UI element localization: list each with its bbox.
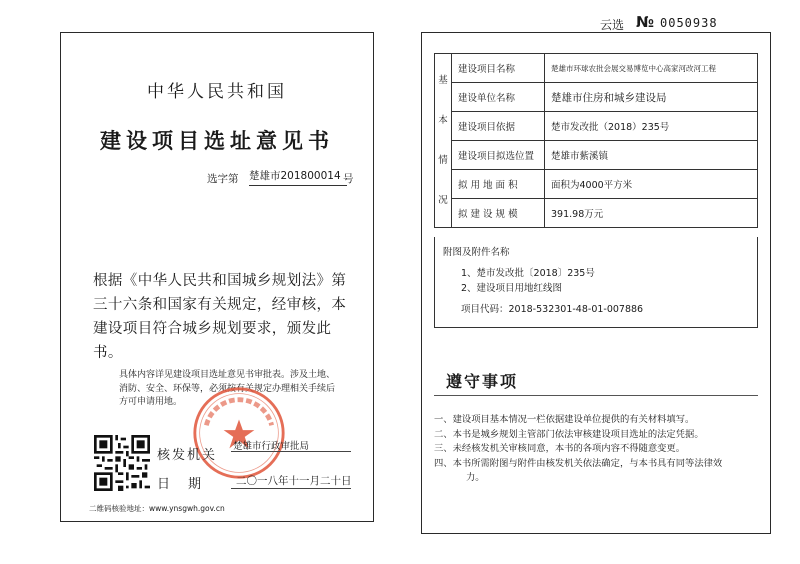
row-value: 楚雄市住房和城乡建设局: [545, 83, 758, 112]
side-label-char: 本: [438, 114, 448, 126]
detail-note: 具体内容详见建设项目选址意见书审批表。涉及土地、消防、安全、环保等，必须按有关规定办理相关手续后方可申请用地。: [119, 370, 336, 407]
table-row: [435, 83, 758, 112]
notice-item-continuation: 力。: [466, 472, 485, 483]
issue-date: 二〇一八年十一月二十日: [236, 475, 352, 487]
date-label: 日期: [157, 477, 220, 492]
notice-title: 遵守事项: [446, 372, 519, 391]
serial-no-symbol: №: [636, 13, 655, 31]
side-label-char: 情: [438, 154, 448, 166]
table-row: [435, 170, 758, 199]
doc-number-prefix: 选字第: [207, 173, 239, 185]
table-row: [435, 141, 758, 170]
serial-number: 0050938: [660, 16, 718, 30]
row-label: 拟 建 设 规 模: [452, 199, 545, 228]
notice-item: 一、建设项目基本情况一栏依据建设单位提供的有关材料填写。: [434, 414, 695, 425]
issuer-value: 楚雄市行政审批局: [233, 441, 310, 452]
notice-list: [434, 413, 752, 486]
notice-divider: [434, 395, 758, 396]
row-label: 拟 用 地 面 积: [452, 170, 545, 199]
issuer-underline: [231, 451, 351, 452]
row-label: 建设单位名称: [452, 83, 545, 112]
attachments-box: [434, 237, 758, 328]
basic-info-side-label: [435, 54, 452, 228]
project-code: 项目代码：2018-532301-48-01-007886: [461, 304, 644, 315]
left-page: [60, 32, 374, 522]
qr-verify-note: 二维码核验地址：www.ynsgwh.gov.cn: [89, 504, 225, 513]
serial-label: 云选: [600, 18, 625, 32]
issuer-label: 核发机关: [157, 448, 218, 463]
row-value: 楚雄市环球农批会展交易博览中心高家河改河工程: [545, 54, 758, 83]
table-row: [435, 54, 758, 83]
notice-item: 二、本书是城乡规划主管部门依法审核建设项目选址的法定凭据。: [434, 428, 704, 440]
row-value: 面积为4000平方米: [545, 170, 758, 199]
row-label: 建设项目拟选位置: [452, 141, 545, 170]
side-label-char: 况: [438, 194, 448, 206]
doc-number-suffix: 号: [343, 173, 354, 185]
row-value: 楚雄市紫溪镇: [545, 141, 758, 170]
side-label-char: 基: [438, 74, 448, 86]
row-value: 楚市发改批（2018）235号: [545, 112, 758, 141]
official-seal-icon: [191, 385, 287, 481]
doc-number-value: 楚雄市201800014: [249, 168, 347, 186]
table-row: [435, 199, 758, 228]
main-paragraph: 根据《中华人民共和国城乡规划法》第三十六条和国家有关规定，经审核，本建设项目符合城乡规划要求，颁发此书。: [93, 273, 347, 361]
document-title: 建设项目选址意见书: [100, 129, 334, 153]
date-underline: [231, 488, 351, 489]
qr-code-icon: [94, 435, 150, 491]
attachment-item: 2、建设项目用地红线图: [461, 283, 563, 294]
attachment-item: 1、楚市发改批〔2018〕235号: [461, 268, 595, 279]
right-page: [421, 32, 771, 534]
attachments-title: 附图及附件名称: [443, 247, 510, 258]
notice-item: 四、本书所需附图与附件由核发机关依法确定，与本书具有同等法律效: [434, 457, 723, 469]
row-label: 建设项目依据: [452, 112, 545, 141]
row-label: 建设项目名称: [452, 54, 545, 83]
row-value: 391.98万元: [545, 199, 758, 228]
table-row: [435, 112, 758, 141]
notice-item: 三、未经核发机关审核同意，本书的各项内容不得随意变更。: [434, 443, 686, 454]
nation-heading: 中华人民共和国: [147, 82, 287, 102]
basic-info-table: [434, 53, 758, 228]
